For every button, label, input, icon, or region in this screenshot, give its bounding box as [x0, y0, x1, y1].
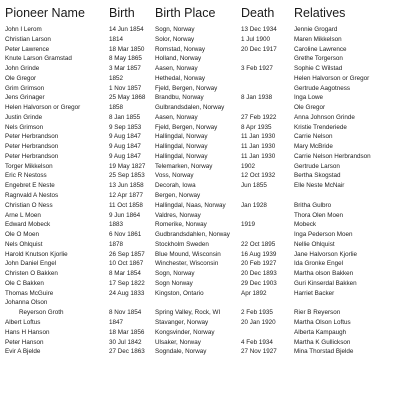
cell-relatives: Mary McBride	[294, 143, 333, 151]
cell-relatives: Martha Olson Loftus	[294, 318, 351, 326]
cell-death: 29 Dec 1903	[241, 279, 277, 287]
cell-birth: 8 Jan 1855	[109, 113, 141, 121]
cell-birth: 10 Oct 1867	[109, 260, 144, 268]
table-header	[3, 6, 396, 24]
table-body	[3, 25, 396, 357]
cell-death	[239, 191, 292, 201]
cell-birth-place: Stockholm Sweden	[155, 240, 209, 248]
cell-death: 11 Jan 1930	[241, 143, 276, 151]
cell-pioneer-name: Harold Knutson Kjorlie	[5, 250, 68, 258]
table-row	[3, 289, 396, 299]
table-row	[3, 132, 396, 142]
cell-relatives: Helen Halvorson or Gregor	[294, 74, 370, 82]
cell-birth: 1814	[109, 35, 124, 43]
cell-pioneer-name: Ole O Moen	[5, 231, 39, 239]
cell-relatives: Elle Neste McNair	[294, 182, 345, 190]
cell-pioneer-name: Jens Grinager	[5, 94, 45, 102]
cell-death	[239, 328, 292, 338]
cell-relatives: Jane Halvorson Kjorlie	[294, 250, 357, 258]
cell-birth: 19 May 1827	[109, 162, 146, 170]
table-row	[3, 318, 396, 328]
cell-pioneer-name: Peter Herbrandson	[5, 133, 59, 141]
cell-pioneer-name: Christen O Bakken	[5, 270, 58, 278]
cell-death: 20 Feb 1927	[241, 260, 277, 268]
cell-pioneer-name: Thomas McGuire	[5, 289, 54, 297]
cell-birth: 9 Jun 1864	[109, 211, 141, 219]
cell-birth-place: Brandbu, Norway	[155, 94, 204, 102]
cell-death: 11 Jan 1930	[241, 152, 276, 160]
cell-relatives: Martha K Gullickson	[294, 338, 351, 346]
table-row	[3, 162, 396, 172]
cell-pioneer-name: Christian Larson	[5, 35, 51, 43]
cell-death: 12 Oct 1932	[241, 172, 276, 180]
cell-birth-place: Bergen, Norway	[155, 192, 201, 200]
cell-pioneer-name: Arne L Moen	[5, 211, 41, 219]
cell-birth-place: Sogn Norway	[155, 279, 193, 287]
cell-birth: 17 Sep 1822	[109, 279, 145, 287]
cell-pioneer-name: Knute Larson Gramstad	[5, 55, 72, 63]
cell-death: 20 Dec 1893	[241, 270, 277, 278]
cell-birth: 27 Dec 1863	[109, 348, 145, 356]
table-row	[3, 220, 396, 230]
cell-relatives: Mobeck	[294, 221, 317, 229]
cell-death: 8 Jan 1938	[241, 94, 273, 102]
cell-birth-place: Fjeld, Bergen, Norway	[155, 84, 218, 92]
cell-death: 20 Jan 1920	[241, 318, 276, 326]
table-row	[3, 181, 396, 191]
cell-relatives: Gertrude Larson	[294, 162, 340, 170]
table-row	[3, 230, 396, 240]
cell-birth-place: Aasen, Norway	[155, 113, 198, 121]
cell-birth: 9 Aug 1847	[109, 152, 141, 160]
cell-death: 1 Jul 1900	[241, 35, 271, 43]
cell-birth-place: Holland, Norway	[155, 55, 202, 63]
table-row	[3, 74, 396, 84]
cell-death: 1902	[241, 162, 256, 170]
cell-pioneer-name: Peter Herbrandson	[5, 152, 59, 160]
cell-birth-place: Voss, Norway	[155, 172, 194, 180]
cell-relatives: Ida Gronke Engel	[294, 260, 344, 268]
cell-relatives: Kristie Trenderiede	[294, 123, 347, 131]
header-death: Death	[241, 6, 275, 20]
table-row	[3, 93, 396, 103]
cell-relatives: Carrie Nelson Herbrandson	[294, 152, 371, 160]
cell-death: 3 Feb 1927	[241, 65, 273, 73]
cell-relatives	[292, 298, 392, 308]
table-row	[3, 211, 396, 221]
table-row	[3, 338, 396, 348]
cell-death	[239, 54, 292, 64]
table-row	[3, 240, 396, 250]
cell-relatives: Thora Olen Moen	[294, 211, 344, 219]
cell-pioneer-name: Torger Mikkelson	[5, 162, 53, 170]
table-row	[3, 201, 396, 211]
cell-pioneer-name: Helen Halvorson or Gregor	[5, 104, 81, 112]
cell-birth-place: Sogndale, Norway	[155, 348, 207, 356]
table-row	[3, 103, 396, 113]
table-row	[3, 298, 396, 308]
cell-pioneer-name: John I Lerom	[5, 26, 42, 33]
cell-birth-place: Hallingdal, Norway	[155, 143, 208, 151]
cell-birth: 18 Mar 1856	[109, 328, 145, 336]
cell-relatives: Gertrude Aagotness	[294, 84, 351, 92]
cell-pioneer-name: Ragnvald A Nestos	[5, 192, 59, 200]
cell-pioneer-name: Hans H Hanson	[5, 328, 50, 336]
cell-death	[239, 298, 292, 308]
cell-birth-place: Romerike, Norway	[155, 221, 207, 229]
cell-death: 8 Apr 1935	[241, 123, 272, 131]
table-row	[3, 191, 396, 201]
cell-birth: 14 Jun 1854	[109, 26, 144, 33]
cell-birth-place: Telemarken, Norway	[155, 162, 213, 170]
cell-relatives: Guri Kinserdal Bakken	[294, 279, 357, 287]
table-row	[3, 113, 396, 123]
table-row	[3, 308, 396, 318]
cell-birth-place: Valdres, Norway	[155, 211, 201, 219]
cell-relatives	[292, 191, 392, 201]
cell-birth-place: Kongsvinder, Norway	[155, 328, 215, 336]
cell-birth: 1 Nov 1857	[109, 84, 142, 92]
table-row	[3, 152, 396, 162]
cell-pioneer-name: Ole Gregor	[5, 74, 37, 82]
table-row	[3, 123, 396, 133]
cell-birth: 1883	[109, 221, 124, 229]
cell-relatives: Mina Thorstad Bjelde	[294, 348, 354, 356]
cell-relatives: Grethe Torgerson	[294, 55, 343, 63]
table-row	[3, 269, 396, 279]
cell-birth-place: Aasen, Norway	[155, 65, 198, 73]
cell-birth: 6 Nov 1861	[109, 231, 142, 239]
cell-birth-place: Gudbrandsdahlen, Norway	[155, 231, 230, 239]
cell-relatives: Jennie Grogard	[294, 26, 338, 33]
cell-birth: 24 Aug 1833	[109, 289, 145, 297]
cell-birth: 25 May 1868	[109, 94, 146, 102]
cell-birth: 8 May 1865	[109, 55, 142, 63]
cell-pioneer-name: Johanna Olson	[5, 299, 48, 307]
table-row	[3, 25, 396, 35]
cell-birth-place: Romstad, Norway	[155, 45, 206, 53]
cell-pioneer-name: Eric R Nestoss	[5, 172, 47, 180]
cell-relatives: Anna Johnson Grinde	[294, 113, 355, 121]
cell-birth-place: Hallingdal, Norway	[155, 133, 208, 141]
cell-pioneer-name: Nels Grimson	[5, 123, 44, 131]
cell-pioneer-name: Reyerson Groth	[19, 309, 64, 317]
cell-birth: 25 Sep 1853	[109, 172, 145, 180]
cell-birth-place: Hallingdal, Naas, Norway	[155, 201, 226, 209]
cell-birth: 1878	[109, 240, 124, 248]
cell-death: 13 Dec 1934	[241, 26, 277, 33]
cell-relatives: Maren Mikkelson	[294, 35, 342, 43]
cell-birth: 3 Mar 1857	[109, 65, 141, 73]
cell-pioneer-name: John Daniel Engel	[5, 260, 57, 268]
table-row	[3, 259, 396, 269]
cell-pioneer-name: Peter Herbrandson	[5, 143, 59, 151]
cell-birth: 11 Oct 1858	[109, 201, 143, 209]
cell-relatives: Inga Pederson Moen	[294, 231, 353, 239]
cell-birth-place: Fjeld, Bergen, Norway	[155, 123, 218, 131]
cell-birth: 26 Sep 1857	[109, 250, 145, 258]
cell-birth: 8 Nov 1854	[109, 309, 142, 317]
cell-death	[239, 74, 292, 84]
cell-death: 4 Feb 1934	[241, 338, 273, 346]
cell-birth-place: Stavanger, Norway	[155, 318, 209, 326]
table-row	[3, 45, 396, 55]
cell-pioneer-name: Engebret E Neste	[5, 182, 55, 190]
cell-birth: 12 Apr 1877	[109, 192, 143, 200]
cell-pioneer-name: Peter Hanson	[5, 338, 44, 346]
cell-relatives: Harriet Backer	[294, 289, 335, 297]
cell-pioneer-name: Nels Ohlquist	[5, 240, 43, 248]
cell-birth-place: Solor, Norway	[155, 35, 195, 43]
cell-relatives: Alberta Kampaugh	[294, 328, 347, 336]
table-row	[3, 171, 396, 181]
header-birth: Birth	[109, 6, 135, 20]
cell-pioneer-name: Evir A Bjelde	[5, 348, 41, 356]
cell-pioneer-name: Edward Mobeck	[5, 221, 51, 229]
cell-birth-place: Winchester, Wisconsin	[155, 260, 219, 268]
cell-relatives: Nellie Ohlquist	[294, 240, 335, 248]
table-row	[3, 84, 396, 94]
cell-relatives: Inga Lowe	[294, 94, 324, 102]
cell-birth-place: Sogn, Norway	[155, 270, 195, 278]
cell-pioneer-name: John Grinde	[5, 65, 40, 73]
cell-death: 27 Feb 1922	[241, 113, 277, 121]
table-row	[3, 35, 396, 45]
header-pioneer-name: Pioneer Name	[5, 6, 85, 20]
table-row	[3, 250, 396, 260]
header-relatives: Relatives	[294, 6, 346, 20]
table-row	[3, 142, 396, 152]
cell-birth-place	[153, 298, 239, 308]
cell-pioneer-name: Christian O Ness	[5, 201, 53, 209]
cell-birth	[107, 298, 153, 308]
table-row	[3, 64, 396, 74]
cell-death: 27 Nov 1927	[241, 348, 277, 356]
cell-birth: 18 Mar 1850	[109, 45, 145, 53]
cell-relatives: Caroline Lawrence	[294, 45, 347, 53]
cell-birth-place: Ulsaker, Norway	[155, 338, 201, 346]
cell-birth-place: Kingston, Ontario	[155, 289, 204, 297]
cell-birth: 1858	[109, 104, 124, 112]
cell-pioneer-name: Albert Loftus	[5, 318, 41, 326]
cell-birth: 9 Sep 1853	[109, 123, 142, 131]
cell-birth-place: Decorah, Iowa	[155, 182, 196, 190]
cell-death: 2 Feb 1935	[241, 309, 273, 317]
cell-birth: 8 Mar 1854	[109, 270, 141, 278]
cell-relatives: Rier B Reyerson	[294, 309, 341, 317]
cell-death: Jun 1855	[241, 182, 267, 190]
cell-death	[239, 103, 292, 113]
cell-death: 16 Aug 1939	[241, 250, 277, 258]
cell-death: 22 Oct 1895	[241, 240, 276, 248]
header-birth-place: Birth Place	[155, 6, 216, 20]
cell-pioneer-name: Ole C Bakken	[5, 279, 44, 287]
table-row	[3, 347, 396, 357]
cell-death: Jan 1928	[241, 201, 267, 209]
cell-birth: 1847	[109, 318, 124, 326]
cell-relatives: Ole Gregor	[294, 104, 326, 112]
cell-birth: 1852	[109, 74, 124, 82]
cell-birth-place: Blue Mound, Wisconsin	[155, 250, 221, 258]
cell-pioneer-name: Grim Grimson	[5, 84, 45, 92]
cell-birth: 13 Jun 1858	[109, 182, 144, 190]
cell-pioneer-name: Justin Grinde	[5, 113, 43, 121]
cell-death	[239, 230, 292, 240]
cell-death	[239, 84, 292, 94]
cell-birth-place: Hallingdal, Norway	[155, 152, 208, 160]
cell-birth: 9 Aug 1847	[109, 133, 141, 141]
cell-birth: 9 Aug 1847	[109, 143, 141, 151]
cell-relatives: Carrie Nelson	[294, 133, 333, 141]
table-row	[3, 54, 396, 64]
cell-death: Apr 1892	[241, 289, 267, 297]
cell-death: 20 Dec 1917	[241, 45, 277, 53]
cell-birth-place: Gulbrandsdalen, Norway	[155, 104, 225, 112]
cell-relatives: Martha olson Bakken	[294, 270, 354, 278]
cell-relatives: Sophie C Wilstad	[294, 65, 343, 73]
table-row	[3, 279, 396, 289]
cell-pioneer-name: Peter Lawrence	[5, 45, 50, 53]
cell-relatives: Britha Gulbro	[294, 201, 332, 209]
cell-death	[239, 211, 292, 221]
cell-birth: 30 Jul 1842	[109, 338, 142, 346]
cell-birth-place: Hethedal, Norway	[155, 74, 206, 82]
cell-birth-place: Spring Valley, Rock, WI	[155, 309, 221, 317]
cell-birth-place: Sogn, Norway	[155, 26, 195, 33]
table-row	[3, 328, 396, 338]
cell-death: 1919	[241, 221, 256, 229]
cell-death: 11 Jan 1930	[241, 133, 276, 141]
cell-relatives: Bertha Skogstad	[294, 172, 341, 180]
